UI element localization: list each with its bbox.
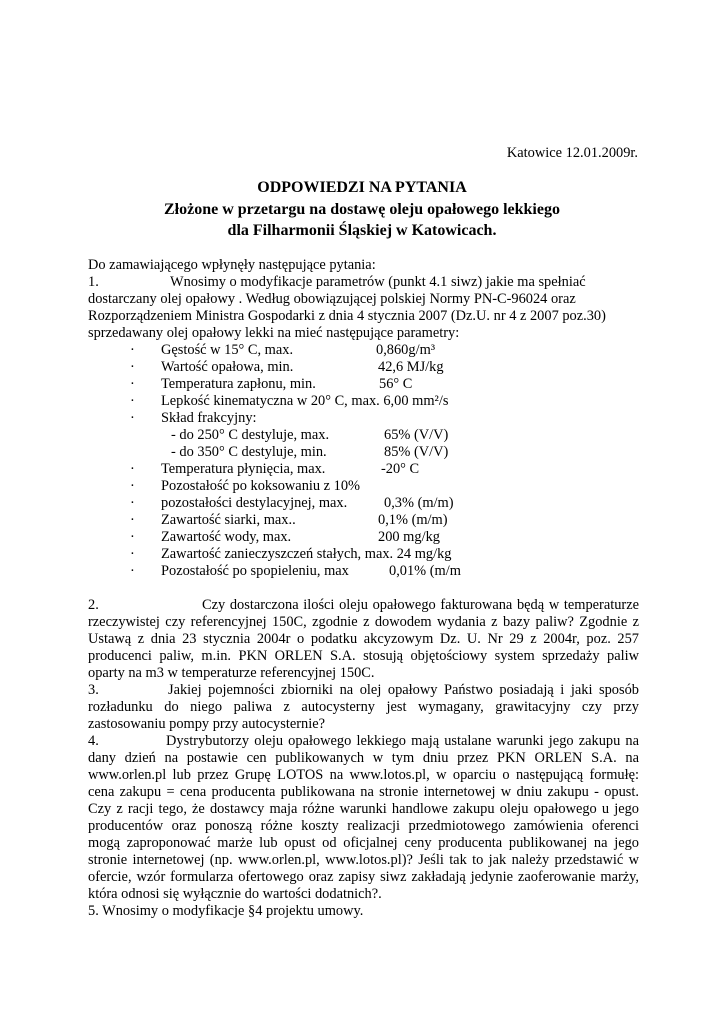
q4-line: Czy z racji tego, że dostawcy maja różne warunki handlowe zakupu oleju opałowego u jego xyxy=(88,801,639,817)
title-line-2: Złożone w przetargu na dostawę oleju opałowego lekkiego xyxy=(164,201,560,218)
param-name: Pozostałość po koksowaniu z 10% xyxy=(161,478,361,494)
param-value: 42,6 MJ/kg xyxy=(378,359,444,375)
q3-line: zastosowaniu pompy przy autocysternie? xyxy=(88,716,325,732)
list-bullet: · xyxy=(130,529,135,545)
list-bullet: · xyxy=(130,376,135,392)
list-bullet: · xyxy=(130,478,135,494)
list-bullet: · xyxy=(130,512,135,528)
param-name: Temperatura zapłonu, min. xyxy=(161,376,316,392)
list-bullet: · xyxy=(130,495,135,511)
param-name: Pozostałość po spopieleniu, max xyxy=(161,563,349,579)
param-name: Skład frakcyjny: xyxy=(161,410,257,426)
q1-number: 1. xyxy=(88,274,99,290)
list-bullet: · xyxy=(130,342,135,358)
q5-text: 5. Wnosimy o modyfikacje §4 projektu umowy. xyxy=(88,903,364,919)
param-name: Temperatura płynięcia, max. xyxy=(161,461,326,477)
param-name: Zawartość zanieczyszczeń stałych, max. 24 mg/kg xyxy=(161,546,452,562)
q2-line: Czy dostarczona ilości oleju opałowego fakturowana będą w temperaturze xyxy=(202,597,639,613)
q3-number: 3. xyxy=(88,682,99,698)
q2-line: oparty na m3 w temperaturze referencyjnej 150C. xyxy=(88,665,375,681)
list-bullet: · xyxy=(130,546,135,562)
param-name: Zawartość wody, max. xyxy=(161,529,292,545)
q4-line: która odnosi się wyłącznie do wartości dodatnich?. xyxy=(88,886,382,902)
param-name: pozostałości destylacyjnej, max. xyxy=(161,495,348,511)
q4-line: stronie internetowej (np. www.orlen.pl, www.lotos.pl)? Jeśli tak to jak należy przedstawić w xyxy=(88,852,639,868)
list-bullet: · xyxy=(130,393,135,409)
param-value: 0,01% (m/m xyxy=(389,563,461,579)
param-value: 0,1% (m/m) xyxy=(378,512,448,528)
title-line-1: ODPOWIEDZI NA PYTANIA xyxy=(257,179,467,196)
param-value: 0,3% (m/m) xyxy=(384,495,454,511)
param-name: - do 250° C destyluje, max. xyxy=(171,427,330,443)
q4-line: mogą zaproponować marże lub opust od oficjalnej ceny producenta publikowanej na jego xyxy=(88,835,639,851)
list-bullet: · xyxy=(130,359,135,375)
q1-line: Rozporządzeniem Ministra Gospodarki z dnia 4 stycznia 2007 (Dz.U. nr 4 z 2007 poz.30) xyxy=(88,308,606,324)
param-value: 85% (V/V) xyxy=(384,444,449,460)
q4-line: cena zakupu = cena producenta publikowana na stronie internetowej w dniu zakupu - opust. xyxy=(88,784,639,800)
q3-line: Jakiej pojemności zbiorniki na olej opałowy Państwo posiadają i jaki sposób xyxy=(168,682,639,698)
q4-line: Dystrybutorzy oleju opałowego lekkiego mają ustalane warunki jego zakupu na xyxy=(166,733,639,749)
title-line-3: dla Filharmonii Śląskiej w Katowicach. xyxy=(227,222,497,239)
q4-line: producentów oraz ponoszą różne koszty realizacji przedmiotowego zamówienia oferenci xyxy=(88,818,639,834)
param-value: 56° C xyxy=(379,376,413,392)
q2-number: 2. xyxy=(88,597,99,613)
q4-line: ofercie, wzór formularza ofertowego oraz zapisy siwz zakładają jedynie zaoferowanie marży, xyxy=(88,869,639,885)
param-name: Wartość opałowa, min. xyxy=(161,359,294,375)
q4-number: 4. xyxy=(88,733,99,749)
param-name: - do 350° C destyluje, min. xyxy=(171,444,327,460)
q2-line: producenci paliw, m.in. PKN ORLEN S.A. stosują objętościowy system sprzedaży paliw xyxy=(88,648,639,664)
q1-line: dostarczany olej opałowy . Według obowiązującej polskiej Normy PN-C-96024 oraz xyxy=(88,291,576,307)
intro-text: Do zamawiającego wpłynęły następujące pytania: xyxy=(88,257,376,273)
param-value: 0,860g/m³ xyxy=(376,342,436,358)
q4-line: www.orlen.pl lub przez Grupę LOTOS na www.lotos.pl, w oparciu o następującą formułę: xyxy=(88,767,639,783)
list-bullet: · xyxy=(130,461,135,477)
param-value: -20° C xyxy=(381,461,420,477)
param-value: 200 mg/kg xyxy=(378,529,440,545)
param-value: 65% (V/V) xyxy=(384,427,449,443)
q2-line: Ustawą z dnia 23 stycznia 2004r o podatku akcyzowym Dz. U. Nr 29 z 2004r, poz. 257 xyxy=(88,631,639,647)
q3-line: rozładunku do niego paliwa z autocysterny jest wymagany, grawitacyjny czy przy xyxy=(88,699,639,715)
q2-line: rzeczywistej czy referencyjnej 150C, zgodnie z dowodem wydania z bazy paliw? Zgodnie z xyxy=(88,614,639,630)
document-date: Katowice 12.01.2009r. xyxy=(506,145,638,161)
param-name: Lepkość kinematyczna w 20° C, max. 6,00 mm²/s xyxy=(161,393,449,409)
list-bullet: · xyxy=(130,563,135,579)
q4-line: dany dzień na postawie cen publikowanych w tym dniu przez PKN ORLEN S.A. na xyxy=(88,750,639,766)
param-name: Zawartość siarki, max.. xyxy=(161,512,296,528)
list-bullet: · xyxy=(130,410,135,426)
q1-line: sprzedawany olej opałowy lekki na mieć następujące parametry: xyxy=(88,325,460,341)
q1-line: Wnosimy o modyfikacje parametrów (punkt 4.1 siwz) jakie ma spełniać xyxy=(170,274,586,290)
param-name: Gęstość w 15° C, max. xyxy=(161,342,294,358)
